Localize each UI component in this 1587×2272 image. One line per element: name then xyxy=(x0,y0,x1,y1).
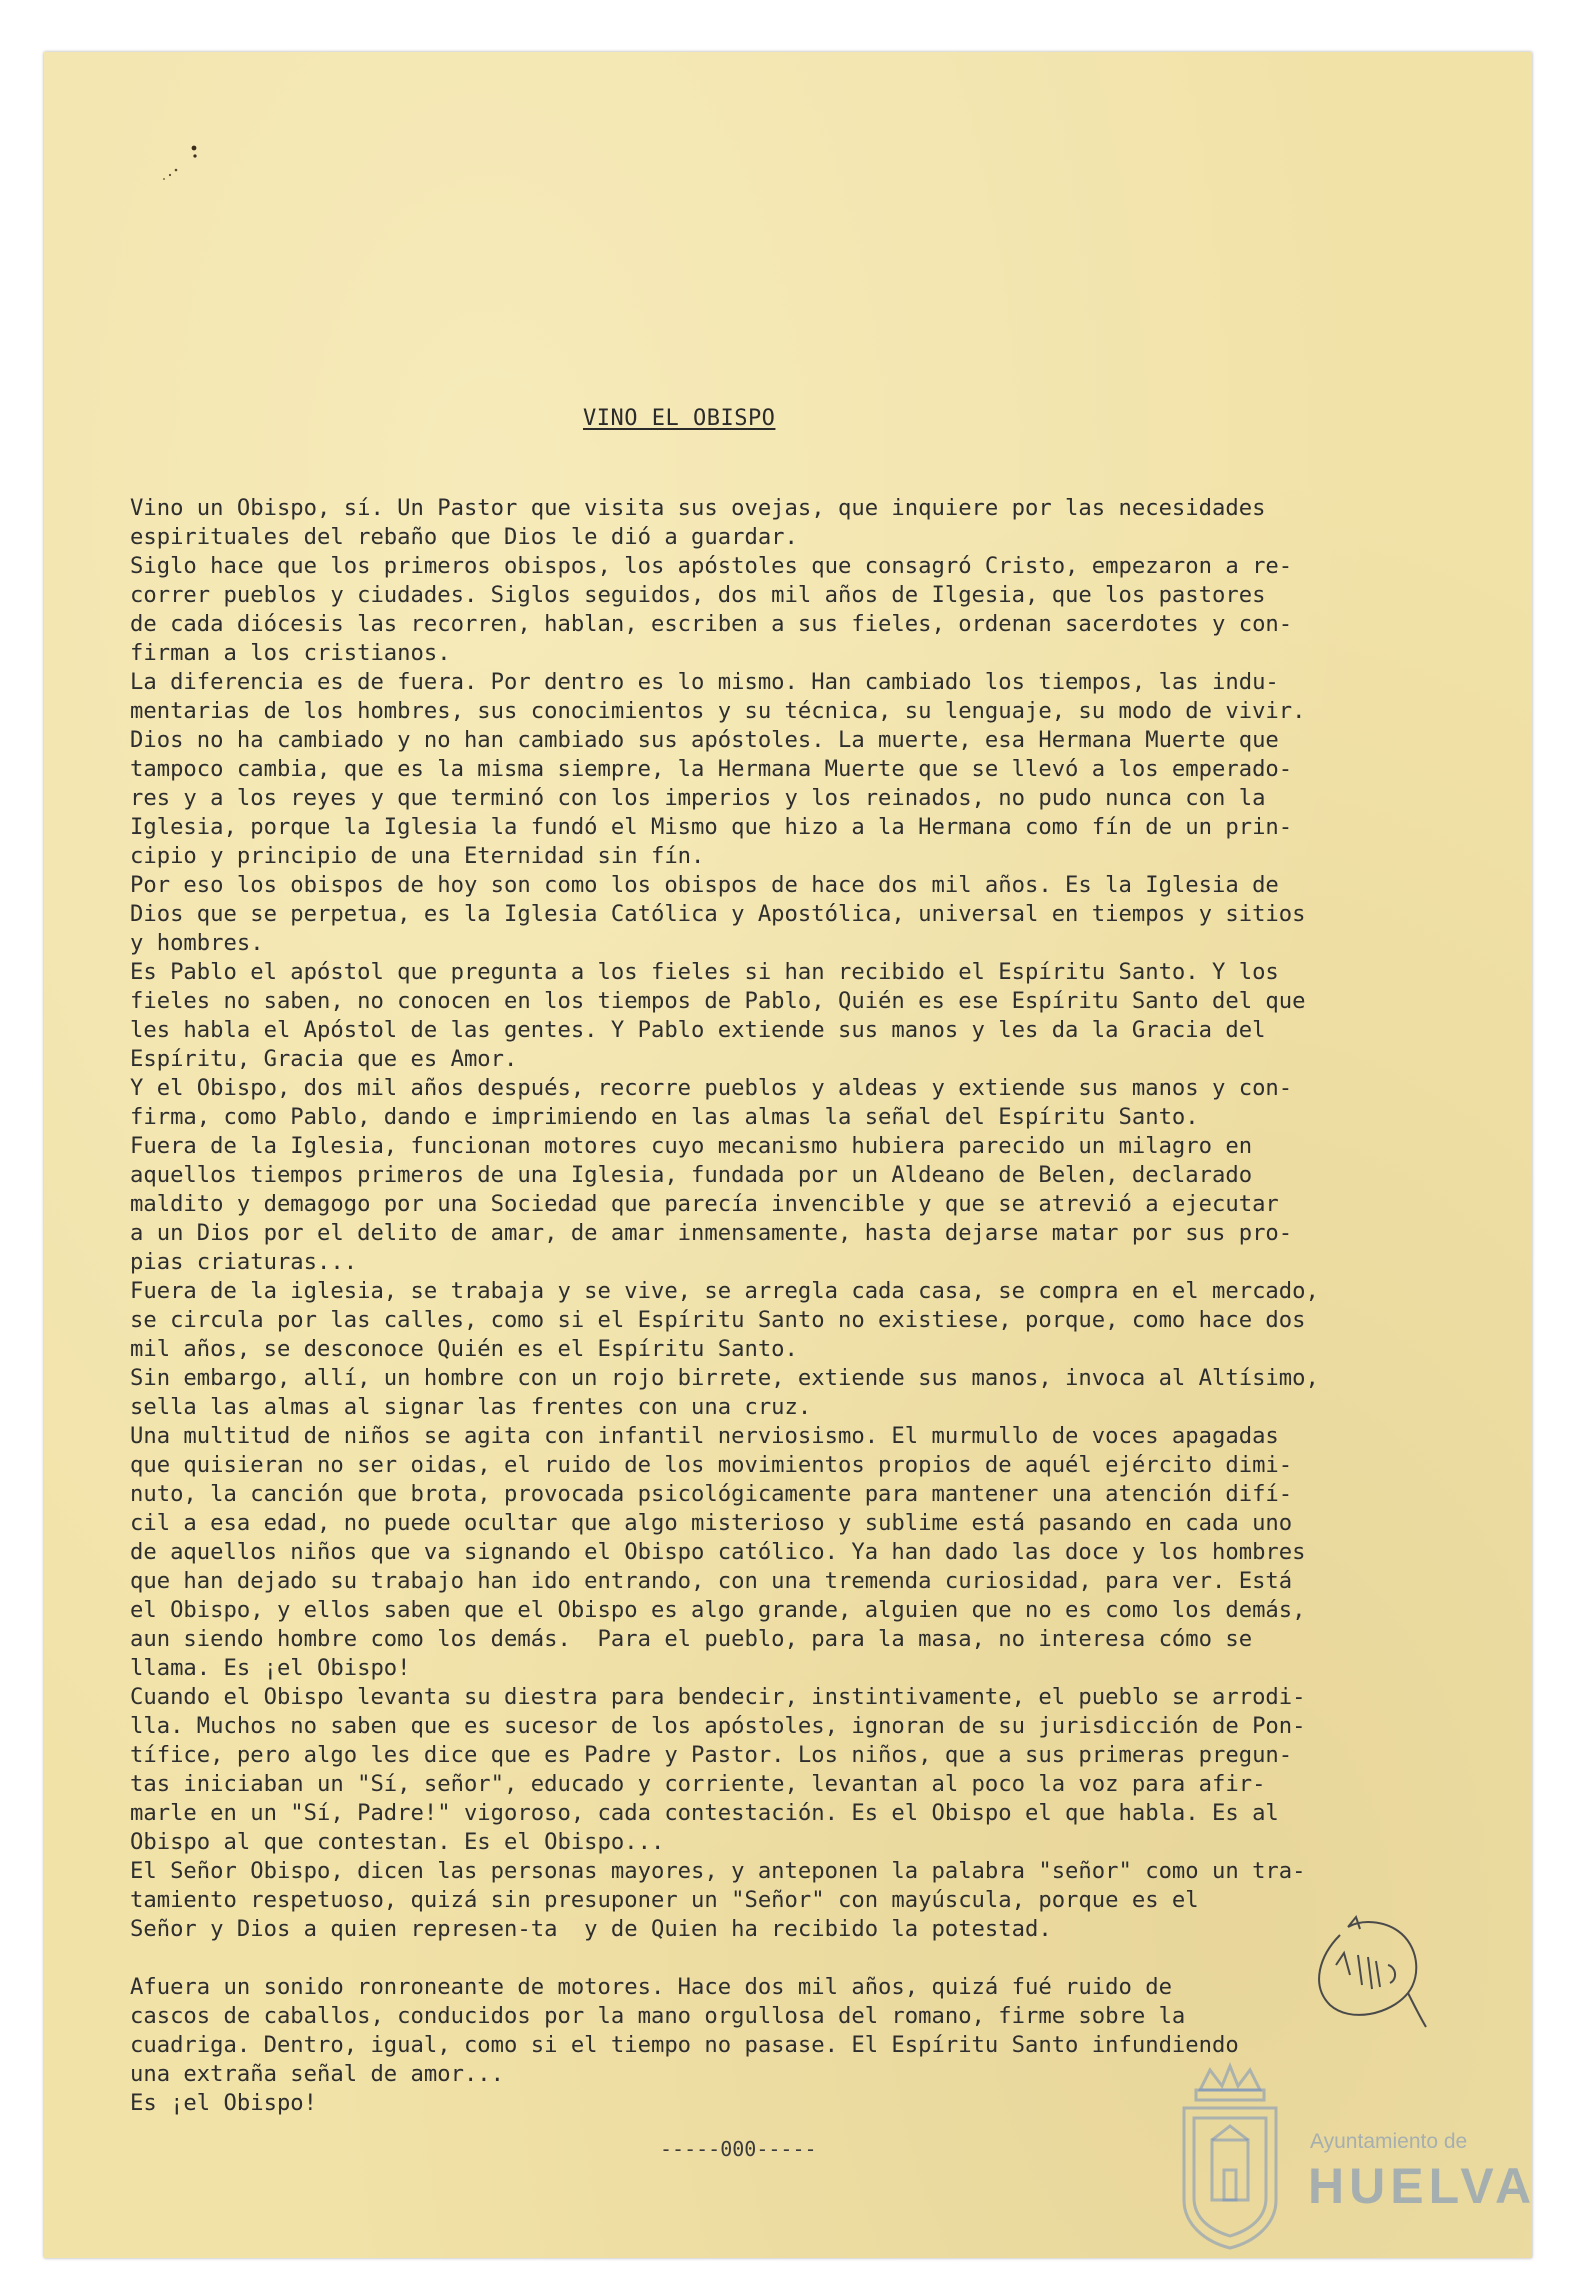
text-line: tampoco cambia, que es la misma siempre, la Hermana Muerte que se llevó a los emperado- xyxy=(130,756,1293,782)
text-line: a un Dios por el delito de amar, de amar inmensamente, hasta dejarse matar por sus pro- xyxy=(130,1220,1293,1246)
text-line: correr pueblos y ciudades. Siglos seguidos, dos mil años de Ilgesia, que los pastores xyxy=(130,582,1266,608)
text-line: lla. Muchos no saben que es sucesor de los apóstoles, ignoran de su jurisdicción de Pon- xyxy=(130,1713,1306,1739)
text-line: Y el Obispo, dos mil años después, recorre pueblos y aldeas y extiende sus manos y con- xyxy=(130,1075,1293,1101)
text-line: mil años, se desconoce Quién es el Espíritu Santo. xyxy=(130,1336,798,1362)
text-line: firma, como Pablo, dando e imprimiendo en las almas la señal del Espíritu Santo. xyxy=(130,1104,1199,1130)
text-line: Una multitud de niños se agita con infantil nerviosismo. El murmullo de voces apagadas xyxy=(130,1423,1279,1449)
document-body xyxy=(130,494,1420,2118)
text-line: cuadriga. Dentro, igual, como si el tiempo no pasase. El Espíritu Santo infundiendo xyxy=(130,2032,1239,2058)
text-line: cil a esa edad, no puede ocultar que algo misterioso y sublime está pasando en cada uno xyxy=(130,1510,1293,1536)
text-line: Es ¡el Obispo! xyxy=(130,2090,318,2116)
text-line: La diferencia es de fuera. Por dentro es lo mismo. Han cambiado los tiempos, las indu- xyxy=(130,669,1279,695)
text-line: Dios no ha cambiado y no han cambiado sus apóstoles. La muerte, esa Hermana Muerte que xyxy=(130,727,1279,753)
watermark-city: HUELVA xyxy=(1308,2158,1537,2214)
text-line: nuto, la canción que brota, provocada psicológicamente para mantener una atención difí- xyxy=(130,1481,1293,1507)
watermark-seal xyxy=(1170,2060,1537,2250)
text-line: Vino un Obispo, sí. Un Pastor que visita sus ovejas, que inquiere por las necesidades xyxy=(130,495,1266,521)
text-line: Espíritu, Gracia que es Amor. xyxy=(130,1046,518,1072)
text-line: se circula por las calles, como si el Espíritu Santo no existiese, porque, como hace dos xyxy=(130,1307,1306,1333)
text-line: sella las almas al signar las frentes con una cruz. xyxy=(130,1394,812,1420)
text-line: cascos de caballos, conducidos por la mano orgullosa del romano, firme sobre la xyxy=(130,2003,1186,2029)
text-line: marle en un "Sí, Padre!" vigoroso, cada contestación. Es el Obispo el que habla. Es al xyxy=(130,1800,1279,1826)
text-line: res y a los reyes y que terminó con los imperios y los reinados, no pudo nunca con la xyxy=(130,785,1266,811)
text-line: pias criaturas... xyxy=(130,1249,358,1275)
watermark-org: Ayuntamiento de xyxy=(1310,2130,1468,2153)
text-line: una extraña señal de amor... xyxy=(130,2061,505,2087)
text-line: de aquellos niños que va signando el Obispo católico. Ya han dado las doce y los hombres xyxy=(130,1539,1306,1565)
text-line: aun siendo hombre como los demás. Para el pueblo, para la masa, no interesa cómo se xyxy=(130,1626,1253,1652)
text-line: Siglo hace que los primeros obispos, los apóstoles que consagró Cristo, empezaron a re- xyxy=(130,553,1293,579)
text-line: El Señor Obispo, dicen las personas mayores, y anteponen la palabra "señor" como un tra- xyxy=(130,1858,1306,1884)
ink-blot-mark xyxy=(154,142,204,187)
text-line: aquellos tiempos primeros de una Iglesia, fundada por un Aldeano de Belen, declarado xyxy=(130,1162,1253,1188)
text-line: llama. Es ¡el Obispo! xyxy=(130,1655,411,1681)
text-line: Señor y Dios a quien represen-ta y de Quien ha recibido la potestad. xyxy=(130,1916,1052,1942)
text-line: Sin embargo, allí, un hombre con un rojo birrete, extiende sus manos, invoca al Altísimo, xyxy=(130,1365,1319,1391)
text-line: tífice, pero algo les dice que es Padre y Pastor. Los niños, que a sus primeras pregun- xyxy=(130,1742,1293,1768)
text-line: maldito y demagogo por una Sociedad que parecía invencible y que se atrevió a ejecutar xyxy=(130,1191,1279,1217)
text-line: tas iniciaban un "Sí, señor", educado y corriente, levantan al poco la voz para afir- xyxy=(130,1771,1266,1797)
text-line xyxy=(130,1944,1420,1973)
text-line: Iglesia, porque la Iglesia la fundó el Mismo que hizo a la Hermana como fín de un prin- xyxy=(130,814,1293,840)
end-mark: -----000----- xyxy=(660,2137,817,2161)
text-line: tamiento respetuoso, quizá sin presuponer un "Señor" con mayúscula, porque es el xyxy=(130,1887,1199,1913)
text-line: cipio y principio de una Eternidad sin fín. xyxy=(130,843,705,869)
text-line: Obispo al que contestan. Es el Obispo... xyxy=(130,1829,665,1855)
text-line: Fuera de la Iglesia, funcionan motores cuyo mecanismo hubiera parecido un milagro en xyxy=(130,1133,1253,1159)
text-line: les habla el Apóstol de las gentes. Y Pablo extiende sus manos y les da la Gracia del xyxy=(130,1017,1266,1043)
text-line: mentarias de los hombres, sus conocimientos y su técnica, su lenguaje, su modo de vivir. xyxy=(130,698,1306,724)
document-title: VINO EL OBISPO xyxy=(583,406,776,431)
text-line: firman a los cristianos. xyxy=(130,640,451,666)
text-line: el Obispo, y ellos saben que el Obispo es algo grande, alguien que no es como los demás, xyxy=(130,1597,1306,1623)
text-line: Cuando el Obispo levanta su diestra para bendecir, instintivamente, el pueblo se arrodi- xyxy=(130,1684,1306,1710)
text-line: que quisieran no ser oidas, el ruido de los movimientos propios de aquél ejército dimi- xyxy=(130,1452,1293,1478)
text-line: de cada diócesis las recorren, hablan, escriben a sus fieles, ordenan sacerdotes y con- xyxy=(130,611,1293,637)
text-line: y hombres. xyxy=(130,930,264,956)
text-line: fieles no saben, no conocen en los tiempos de Pablo, Quién es ese Espíritu Santo del que xyxy=(130,988,1306,1014)
text-line: Fuera de la iglesia, se trabaja y se vive, se arregla cada casa, se compra en el mercado, xyxy=(130,1278,1319,1304)
text-line: espirituales del rebaño que Dios le dió a guardar. xyxy=(130,524,798,550)
city-crest-icon xyxy=(1170,2060,1290,2250)
text-line: Por eso los obispos de hoy son como los obispos de hace dos mil años. Es la Iglesia de xyxy=(130,872,1279,898)
text-line: Es Pablo el apóstol que pregunta a los fieles si han recibido el Espíritu Santo. Y los xyxy=(130,959,1279,985)
text-line: Afuera un sonido ronroneante de motores. Hace dos mil años, quizá fué ruido de xyxy=(130,1974,1172,2000)
text-line: Dios que se perpetua, es la Iglesia Católica y Apostólica, universal en tiempos y sitios xyxy=(130,901,1306,927)
text-line: que han dejado su trabajo han ido entrando, con una tremenda curiosidad, para ver. Está xyxy=(130,1568,1293,1594)
pencil-annotation xyxy=(1300,1905,1430,2035)
